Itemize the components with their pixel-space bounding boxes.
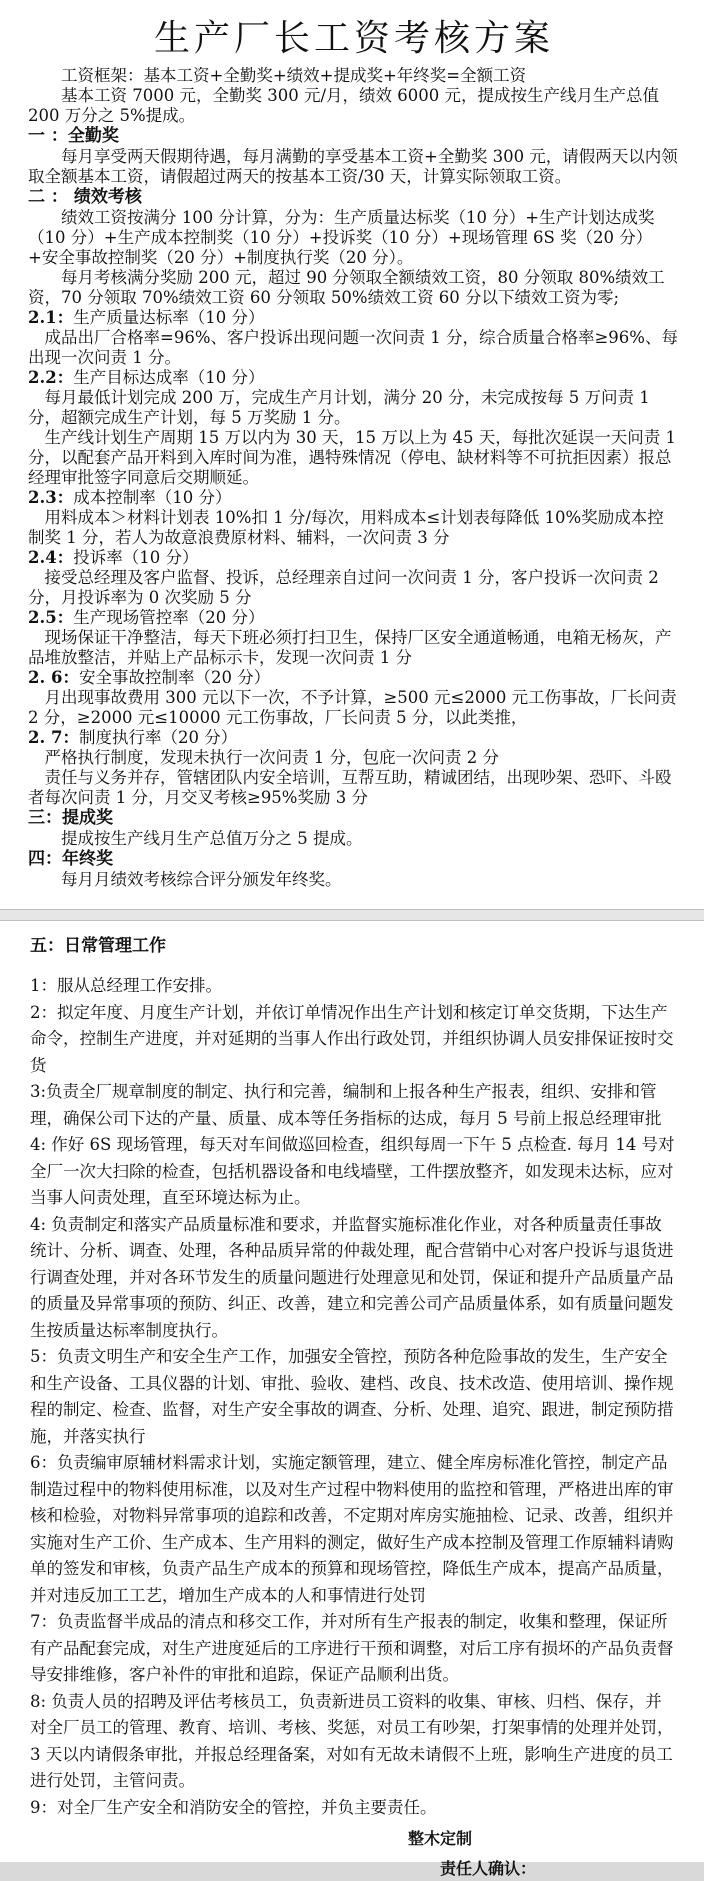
section-2-body-1: 绩效工资按满分 100 分计算，分为：生产质量达标奖（10 分）+生产计划达成奖（10 分）+生产成本控制奖（10 分）+投诉奖（10 分）+现场管理 6S 奖（20 分）+安全事故控制奖（20 分）+制度执行奖（20 分）。 <box>28 208 655 267</box>
document-page-1 <box>0 0 704 909</box>
section-4-body: 每月月绩效考核综合评分颁发年终奖。 <box>61 870 342 889</box>
base-salary: 基本工资 7000 元，全勤奖 300 元/月，绩效 6000 元，提成按生产线月生产总值 200 万分之 5%提成。 <box>28 86 660 125</box>
item-2-2-heading: 2.2：生产目标达成率（10 分） <box>28 368 265 387</box>
section-1-body: 每月享受两天假期待遇，每月满勤的享受基本工资+全勤奖 300 元，请假两天以内领取全额基本工资，请假超过两天的按基本工资/30 天，计算实际领取工资。 <box>28 147 678 186</box>
duty-item: 9：对全厂生产安全和消防安全的管控，并负主要责任。 <box>30 1797 437 1817</box>
duty-item: 8: 负责人员的招聘及评估考核员工，负责新进员工资料的收集、审核、归档、保存，并对全厂员工的管理、教育、培训、考核、奖惩，对员工有吵架，打架事情的处理并处罚，3 天以内请假条审批，并报总经理备案，对如有无故未请假不上班，影响生产进度的员工进行处罚，主管问责。 <box>30 1691 674 1790</box>
duty-item: 4: 负责制定和落实产品质量标准和要求，并监督实施标准化作业，对各种质量责任事故统计、分析、调查、处理，各种品质异常的仲裁处理，配合营销中心对客户投诉与退货进行调查处理，并对各环节发生的质量问题进行处理意见和处罚，保证和提升产品质量产品的质量及异常事项的预防、纠正、改善，建立和完善公司产品质量体系，如有质量问题发生按质量达标率制度执行。 <box>30 1214 674 1340</box>
duty-item: 3:负责全厂规章制度的制定、执行和完善，编制和上报各种生产报表，组织、安排和管理，确保公司下达的产量、质量、成本等任务指标的达成，每月 5 号前上报总经理审批 <box>30 1082 662 1128</box>
item-2-5-body: 现场保证干净整洁，每天下班必须打扫卫生，保持厂区安全通道畅通，电箱无杨灰，产品堆放整洁，并贴上产品标示卡，发现一次问责 1 分 <box>28 628 672 667</box>
duty-item: 7：负责监督半成品的清点和移交工作，并对所有生产报表的制定，收集和整理，保证所有产品配套完成，对生产进度延后的工序进行干预和调整，对后工序有损坏的产品负责督导安排维修，客户补件的审批和追踪，保证产品顺利出货。 <box>30 1612 674 1684</box>
responsible-person-confirm: 责任人确认： <box>440 1859 537 1878</box>
duty-item: 4: 作好 6S 现场管理，每天对车间做巡回检查，组织每周一下午 5 点检查. 每月 14 号对全厂一次大扫除的检查，包括机器设备和电线墙壁，工件摆放整齐，如发现未达标，应对当事人问责处理，直至环境达标为止。 <box>30 1135 675 1207</box>
item-2-4-body: 接受总经理及客户监督、投诉，总经理亲自过问一次问责 1 分，客户投诉一次问责 2 分，月投诉率为 0 次奖励 5 分 <box>28 568 659 607</box>
section-4-heading: 四：年终奖 <box>28 849 113 869</box>
duty-item: 2：拟定年度、月度生产计划，并依订单情况作出生产计划和核定订单交货期，下达生产命令，控制生产进度，并对延期的当事人作出行政处罚，并组织协调人员安排保证按时交货 <box>30 1002 674 1075</box>
item-2-7-heading: 2. 7：制度执行率（20 分） <box>28 728 238 747</box>
section-2-body-2: 每月考核满分奖励 200 元，超过 90 分领取全额绩效工资，80 分领取 80%绩效工资，70 分领取 70%绩效工资 60 分领取 50%绩效工资 60 分以下绩效工资为零; <box>28 268 665 307</box>
section-2-heading: 二 ： 绩效考核 <box>28 187 142 207</box>
duty-item: 6：负责编审原辅材料需求计划，实施定额管理，建立、健全库房标准化管控，制定产品制造过程中的物料使用标准，以及对生产过程中物料使用的监控和管理，严格进出库的审核和检验，对物料异常事项的追踪和改善，不定期对库房实施抽检、记录、改善，组织并实施对生产工价、生产成本、生产用料的测定，做好生产成本控制及管理工作原辅料请购单的签发和审核，负责产品生产成本的预算和现场管控，降低生产成本，提高产品质量，并对违反加工工艺，增加生产成本的人和事情进行处罚 <box>30 1453 674 1605</box>
duty-item: 5：负责文明生产和安全生产工作，加强安全管控，预防各种危险事故的发生，生产安全和生产设备、工具仪器的计划、审批、验收、建档、改良、技术改造、使用培训、操作规程的制定、检查、监督，对生产安全事故的调查、分析、处理、追究、跟进，制定预防措施，并落实执行 <box>30 1347 674 1446</box>
item-2-2-body-2: 生产线计划生产周期 15 万以内为 30 天，15 万以上为 45 天，每批次延误一天问责 1 分，以配套产品开料到入库时间为准，遇特殊情况（停电、缺材料等不可抗拒因素）报总经理审批签字同意后交期顺延。 <box>28 428 676 487</box>
item-2-1-heading: 2.1：生产质量达标率（10 分） <box>28 308 265 327</box>
item-2-3-body: 用料成本＞材料计划表 10%扣 1 分/每次，用料成本≤计划表每降低 10%奖励成本控制奖 1 分，若人为故意浪费原材料、辅料，一次问责 3 分 <box>28 508 664 547</box>
organization-signature: 整木定制 <box>408 1829 473 1848</box>
item-2-4-heading: 2.4：投诉率（10 分） <box>28 548 199 567</box>
page-break <box>0 909 704 921</box>
item-2-7-body-1: 严格执行制度，发现未执行一次问责 1 分，包庇一次问责 2 分 <box>44 748 499 767</box>
section-1-heading: 一 ：全勤奖 <box>28 126 119 146</box>
salary-framework: 工资框架：基本工资+全勤奖+绩效+提成奖+年终奖=全额工资 <box>61 66 527 85</box>
section-3-heading: 三：提成奖 <box>28 808 113 828</box>
item-2-3-heading: 2.3：成本控制率（10 分） <box>28 488 232 507</box>
item-2-5-heading: 2.5：生产现场管控率（20 分） <box>28 608 265 627</box>
item-2-6-body: 月出现事故费用 300 元以下一次，不予计算，≥500 元≤2000 元工伤事故，厂长问责 2 分，≥2000 元≤10000 元工伤事故，厂长问责 5 分，以此类推， <box>28 688 677 727</box>
section-5-heading: 五：日常管理工作 <box>30 936 166 956</box>
duty-item: 1：服从总经理工作安排。 <box>30 976 222 995</box>
document-title: 生产厂长工资考核方案 <box>153 18 554 59</box>
item-2-2-body-1: 每月最低计划完成 200 万，完成生产月计划，满分 20 分，未完成按每 5 万问责 1 分，超额完成生产计划，每 5 万奖励 1 分。 <box>28 388 650 427</box>
item-2-6-heading: 2. 6：安全事故控制率（20 分） <box>28 668 271 687</box>
item-2-1-body: 成品出厂合格率=96%、客户投诉出现问题一次问责 1 分，综合质量合格率≥96%、每出现一次问责 1 分。 <box>28 328 678 367</box>
section-3-body: 提成按生产线月生产总值万分之 5 提成。 <box>61 829 363 848</box>
document-page-2 <box>0 921 704 1878</box>
item-2-7-body-2: 责任与义务并存，管辖团队内安全培训，互帮互助，精诚团结，出现吵架、恐吓、斗殴者每次问责 1 分，月交叉考核≥95%奖励 3 分 <box>28 768 672 807</box>
